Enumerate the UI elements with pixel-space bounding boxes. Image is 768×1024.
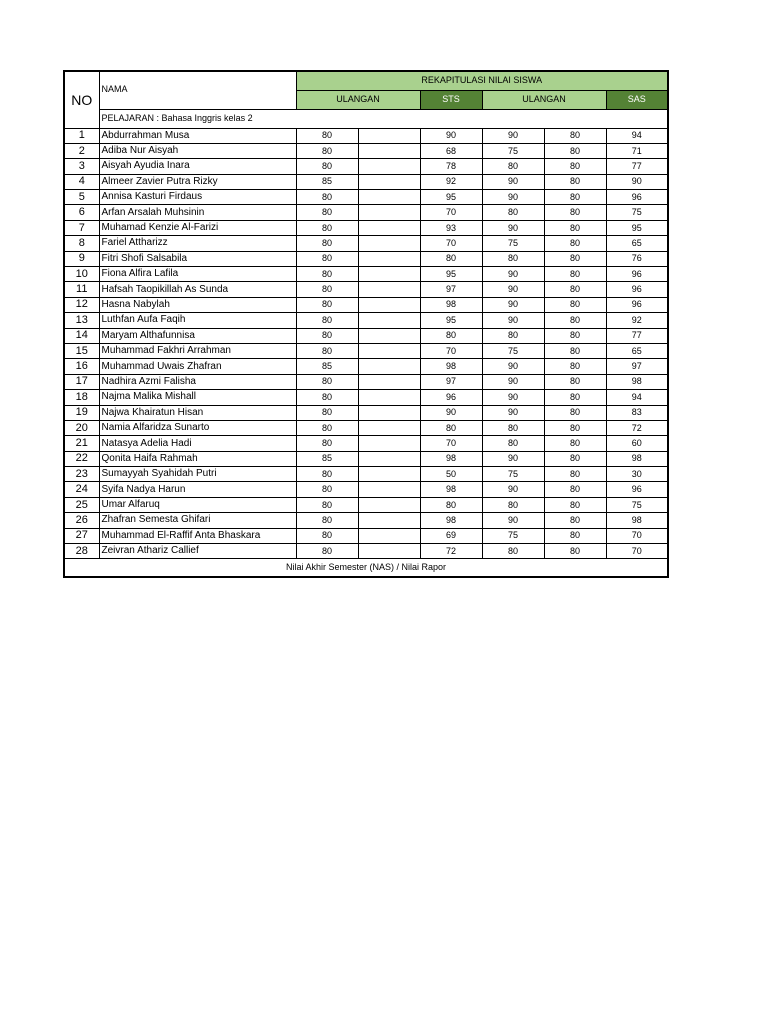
- ulangan-score-4: 80: [544, 267, 606, 282]
- student-name: Namia Alfaridza Sunarto: [99, 420, 296, 435]
- student-name: Fiona Alfira Lafila: [99, 267, 296, 282]
- ulangan-score-2: [358, 420, 420, 435]
- ulangan-score-1: 80: [296, 251, 358, 266]
- ulangan-score-1: 80: [296, 143, 358, 158]
- ulangan-score-4: 80: [544, 143, 606, 158]
- student-name: Arfan Arsalah Muhsinin: [99, 205, 296, 220]
- ulangan-score-4: 80: [544, 297, 606, 312]
- student-name: Hasna Nabylah: [99, 297, 296, 312]
- ulangan-score-3: 90: [482, 390, 544, 405]
- ulangan-score-2: [358, 174, 420, 189]
- ulangan-score-1: 80: [296, 128, 358, 143]
- student-name: Maryam Althafunnisa: [99, 328, 296, 343]
- sts-score: 98: [420, 451, 482, 466]
- ulangan-score-3: 90: [482, 174, 544, 189]
- sts-score: 92: [420, 174, 482, 189]
- table-row: [64, 267, 668, 282]
- sas-score: 96: [606, 282, 668, 297]
- ulangan-score-4: 80: [544, 174, 606, 189]
- ulangan-score-1: 80: [296, 190, 358, 205]
- table-row: [64, 544, 668, 559]
- ulangan-score-1: 80: [296, 544, 358, 559]
- ulangan-header-2: ULANGAN: [482, 90, 606, 109]
- sts-score: 80: [420, 328, 482, 343]
- table-row: [64, 128, 668, 143]
- table-row: [64, 143, 668, 158]
- table-row: [64, 220, 668, 235]
- row-number: 8: [64, 236, 99, 251]
- ulangan-header-1: ULANGAN: [296, 90, 420, 109]
- ulangan-score-1: 80: [296, 205, 358, 220]
- sas-score: 98: [606, 513, 668, 528]
- ulangan-score-3: 80: [482, 205, 544, 220]
- sas-score: 77: [606, 328, 668, 343]
- ulangan-score-3: 75: [482, 143, 544, 158]
- ulangan-score-1: 80: [296, 220, 358, 235]
- student-name: Muhammad Fakhri Arrahman: [99, 343, 296, 358]
- student-name: Fariel Attharizz: [99, 236, 296, 251]
- sts-score: 95: [420, 190, 482, 205]
- sas-score: 70: [606, 528, 668, 543]
- ulangan-score-2: [358, 359, 420, 374]
- table-row: [64, 482, 668, 497]
- ulangan-score-1: 80: [296, 236, 358, 251]
- ulangan-score-4: 80: [544, 482, 606, 497]
- sas-score: 92: [606, 313, 668, 328]
- ulangan-score-1: 85: [296, 174, 358, 189]
- ulangan-score-3: 90: [482, 297, 544, 312]
- nama-column-header: NAMA: [99, 71, 296, 109]
- table-row: [64, 205, 668, 220]
- sas-score: 60: [606, 436, 668, 451]
- student-name: Sumayyah Syahidah Putri: [99, 467, 296, 482]
- ulangan-score-1: 80: [296, 313, 358, 328]
- ulangan-score-3: 75: [482, 236, 544, 251]
- table-row: [64, 451, 668, 466]
- ulangan-score-4: 80: [544, 282, 606, 297]
- row-number: 9: [64, 251, 99, 266]
- ulangan-score-4: 80: [544, 467, 606, 482]
- ulangan-score-4: 80: [544, 513, 606, 528]
- table-row: [64, 313, 668, 328]
- ulangan-score-2: [358, 236, 420, 251]
- sts-score: 50: [420, 467, 482, 482]
- row-number: 1: [64, 128, 99, 143]
- ulangan-score-4: 80: [544, 220, 606, 235]
- ulangan-score-4: 80: [544, 451, 606, 466]
- sts-score: 80: [420, 251, 482, 266]
- table-row: [64, 282, 668, 297]
- sas-score: 30: [606, 467, 668, 482]
- ulangan-score-4: 80: [544, 159, 606, 174]
- row-number: 5: [64, 190, 99, 205]
- ulangan-score-2: [358, 328, 420, 343]
- ulangan-score-3: 75: [482, 528, 544, 543]
- sts-score: 96: [420, 390, 482, 405]
- ulangan-score-1: 80: [296, 497, 358, 512]
- ulangan-score-1: 80: [296, 297, 358, 312]
- student-name: Hafsah Taopikillah As Sunda: [99, 282, 296, 297]
- ulangan-score-3: 80: [482, 497, 544, 512]
- ulangan-score-2: [358, 251, 420, 266]
- ulangan-score-3: 80: [482, 251, 544, 266]
- student-name: Zhafran Semesta Ghifari: [99, 513, 296, 528]
- footer-note: Nilai Akhir Semester (NAS) / Nilai Rapor: [64, 559, 668, 577]
- ulangan-score-3: 90: [482, 128, 544, 143]
- table-row: [64, 190, 668, 205]
- sts-score: 95: [420, 313, 482, 328]
- ulangan-score-2: [358, 451, 420, 466]
- sas-score: 71: [606, 143, 668, 158]
- table-row: [64, 467, 668, 482]
- ulangan-score-2: [358, 159, 420, 174]
- ulangan-score-1: 80: [296, 528, 358, 543]
- recap-title-header: REKAPITULASI NILAI SISWA: [296, 71, 668, 90]
- ulangan-score-3: 75: [482, 467, 544, 482]
- ulangan-score-2: [358, 220, 420, 235]
- student-name: Muhammad El-Raffif Anta Bhaskara: [99, 528, 296, 543]
- table-row: [64, 297, 668, 312]
- student-name: Najma Malika Mishall: [99, 390, 296, 405]
- row-number: 4: [64, 174, 99, 189]
- sas-score: 90: [606, 174, 668, 189]
- table-row: [64, 251, 668, 266]
- row-number: 10: [64, 267, 99, 282]
- student-name: Aisyah Ayudia Inara: [99, 159, 296, 174]
- table-row: [64, 420, 668, 435]
- sts-score: 95: [420, 267, 482, 282]
- sas-score: 96: [606, 482, 668, 497]
- sts-score: 90: [420, 128, 482, 143]
- ulangan-score-2: [358, 282, 420, 297]
- sts-score: 97: [420, 282, 482, 297]
- ulangan-score-4: 80: [544, 359, 606, 374]
- student-name: Muhammad Uwais Zhafran: [99, 359, 296, 374]
- ulangan-score-3: 90: [482, 482, 544, 497]
- ulangan-score-3: 90: [482, 190, 544, 205]
- ulangan-score-3: 80: [482, 544, 544, 559]
- student-name: Zeivran Athariz Callief: [99, 544, 296, 559]
- row-number: 23: [64, 467, 99, 482]
- row-number: 18: [64, 390, 99, 405]
- table-row: [64, 159, 668, 174]
- sts-score: 69: [420, 528, 482, 543]
- student-name: Umar Alfaruq: [99, 497, 296, 512]
- student-name: Muhamad Kenzie Al-Farizi: [99, 220, 296, 235]
- ulangan-score-2: [358, 267, 420, 282]
- ulangan-score-3: 90: [482, 513, 544, 528]
- student-name: Almeer Zavier Putra Rizky: [99, 174, 296, 189]
- table-row: [64, 497, 668, 512]
- student-name: Syifa Nadya Harun: [99, 482, 296, 497]
- ulangan-score-3: 80: [482, 436, 544, 451]
- sts-score: 98: [420, 513, 482, 528]
- sas-score: 95: [606, 220, 668, 235]
- sts-score: 70: [420, 343, 482, 358]
- ulangan-score-1: 80: [296, 282, 358, 297]
- ulangan-score-3: 80: [482, 159, 544, 174]
- sts-score: 98: [420, 359, 482, 374]
- ulangan-score-4: 80: [544, 328, 606, 343]
- ulangan-score-2: [358, 544, 420, 559]
- row-number: 7: [64, 220, 99, 235]
- ulangan-score-2: [358, 513, 420, 528]
- row-number: 26: [64, 513, 99, 528]
- ulangan-score-1: 80: [296, 374, 358, 389]
- ulangan-score-4: 80: [544, 374, 606, 389]
- ulangan-score-3: 90: [482, 282, 544, 297]
- ulangan-score-2: [358, 143, 420, 158]
- student-name: Luthfan Aufa Faqih: [99, 313, 296, 328]
- grade-recap-table: [63, 70, 669, 578]
- student-name: Najwa Khairatun Hisan: [99, 405, 296, 420]
- ulangan-score-2: [358, 467, 420, 482]
- ulangan-score-3: 90: [482, 359, 544, 374]
- sas-score: 98: [606, 374, 668, 389]
- sas-score: 72: [606, 420, 668, 435]
- table-row: [64, 405, 668, 420]
- ulangan-score-3: 80: [482, 420, 544, 435]
- row-number: 6: [64, 205, 99, 220]
- row-number: 3: [64, 159, 99, 174]
- row-number: 28: [64, 544, 99, 559]
- ulangan-score-1: 80: [296, 467, 358, 482]
- sts-score: 80: [420, 497, 482, 512]
- table-row: [64, 528, 668, 543]
- sas-score: 94: [606, 128, 668, 143]
- ulangan-score-2: [358, 497, 420, 512]
- ulangan-score-2: [358, 190, 420, 205]
- sas-score: 97: [606, 359, 668, 374]
- sas-header: SAS: [606, 90, 668, 109]
- row-number: 21: [64, 436, 99, 451]
- ulangan-score-4: 80: [544, 128, 606, 143]
- sas-score: 98: [606, 451, 668, 466]
- no-column-header: NO: [64, 71, 99, 128]
- table-row: [64, 513, 668, 528]
- sts-score: 70: [420, 205, 482, 220]
- sts-score: 78: [420, 159, 482, 174]
- ulangan-score-2: [358, 436, 420, 451]
- student-name: Fitri Shofi Salsabila: [99, 251, 296, 266]
- row-number: 17: [64, 374, 99, 389]
- row-number: 13: [64, 313, 99, 328]
- sas-score: 75: [606, 205, 668, 220]
- row-number: 25: [64, 497, 99, 512]
- ulangan-score-3: 75: [482, 343, 544, 358]
- ulangan-score-1: 80: [296, 513, 358, 528]
- row-number: 16: [64, 359, 99, 374]
- ulangan-score-1: 80: [296, 482, 358, 497]
- ulangan-score-4: 80: [544, 313, 606, 328]
- sts-score: 90: [420, 405, 482, 420]
- table-row: [64, 390, 668, 405]
- student-name: Nadhira Azmi Falisha: [99, 374, 296, 389]
- ulangan-score-4: 80: [544, 190, 606, 205]
- table-row: [64, 359, 668, 374]
- sas-score: 94: [606, 390, 668, 405]
- sas-score: 65: [606, 236, 668, 251]
- table-row: [64, 236, 668, 251]
- student-name: Natasya Adelia Hadi: [99, 436, 296, 451]
- row-number: 27: [64, 528, 99, 543]
- sas-score: 75: [606, 497, 668, 512]
- ulangan-score-2: [358, 343, 420, 358]
- subject-label: PELAJARAN : Bahasa Inggris kelas 2: [99, 109, 668, 128]
- ulangan-score-1: 80: [296, 405, 358, 420]
- sas-score: 76: [606, 251, 668, 266]
- sts-score: 68: [420, 143, 482, 158]
- ulangan-score-4: 80: [544, 390, 606, 405]
- row-number: 24: [64, 482, 99, 497]
- ulangan-score-4: 80: [544, 544, 606, 559]
- sas-score: 96: [606, 297, 668, 312]
- ulangan-score-1: 80: [296, 420, 358, 435]
- student-name: Adiba Nur Aisyah: [99, 143, 296, 158]
- ulangan-score-1: 80: [296, 328, 358, 343]
- ulangan-score-3: 90: [482, 220, 544, 235]
- row-number: 2: [64, 143, 99, 158]
- ulangan-score-3: 90: [482, 451, 544, 466]
- row-number: 15: [64, 343, 99, 358]
- ulangan-score-2: [358, 528, 420, 543]
- sts-score: 98: [420, 297, 482, 312]
- table-row: [64, 374, 668, 389]
- ulangan-score-2: [358, 405, 420, 420]
- ulangan-score-1: 80: [296, 159, 358, 174]
- ulangan-score-4: 80: [544, 436, 606, 451]
- row-number: 12: [64, 297, 99, 312]
- ulangan-score-4: 80: [544, 343, 606, 358]
- ulangan-score-2: [358, 374, 420, 389]
- ulangan-score-4: 80: [544, 405, 606, 420]
- student-name: Qonita Haifa Rahmah: [99, 451, 296, 466]
- sts-score: 72: [420, 544, 482, 559]
- ulangan-score-1: 85: [296, 359, 358, 374]
- ulangan-score-1: 80: [296, 390, 358, 405]
- sts-score: 70: [420, 436, 482, 451]
- ulangan-score-4: 80: [544, 205, 606, 220]
- table-row: [64, 343, 668, 358]
- ulangan-score-3: 90: [482, 405, 544, 420]
- ulangan-score-3: 90: [482, 267, 544, 282]
- ulangan-score-3: 90: [482, 374, 544, 389]
- sts-score: 93: [420, 220, 482, 235]
- ulangan-score-1: 80: [296, 436, 358, 451]
- ulangan-score-3: 80: [482, 328, 544, 343]
- ulangan-score-2: [358, 128, 420, 143]
- student-name: Annisa Kasturi Firdaus: [99, 190, 296, 205]
- row-number: 19: [64, 405, 99, 420]
- sts-score: 98: [420, 482, 482, 497]
- ulangan-score-1: 85: [296, 451, 358, 466]
- table-row: [64, 436, 668, 451]
- ulangan-score-2: [358, 390, 420, 405]
- ulangan-score-2: [358, 205, 420, 220]
- sts-score: 97: [420, 374, 482, 389]
- row-number: 14: [64, 328, 99, 343]
- sas-score: 96: [606, 267, 668, 282]
- ulangan-score-4: 80: [544, 420, 606, 435]
- sts-score: 70: [420, 236, 482, 251]
- ulangan-score-3: 90: [482, 313, 544, 328]
- ulangan-score-2: [358, 297, 420, 312]
- ulangan-score-4: 80: [544, 497, 606, 512]
- row-number: 20: [64, 420, 99, 435]
- row-number: 22: [64, 451, 99, 466]
- sts-score: 80: [420, 420, 482, 435]
- sts-header: STS: [420, 90, 482, 109]
- ulangan-score-2: [358, 313, 420, 328]
- table-row: [64, 174, 668, 189]
- sas-score: 77: [606, 159, 668, 174]
- ulangan-score-1: 80: [296, 267, 358, 282]
- sas-score: 96: [606, 190, 668, 205]
- sas-score: 65: [606, 343, 668, 358]
- student-name: Abdurrahman Musa: [99, 128, 296, 143]
- ulangan-score-4: 80: [544, 528, 606, 543]
- ulangan-score-4: 80: [544, 251, 606, 266]
- row-number: 11: [64, 282, 99, 297]
- sas-score: 70: [606, 544, 668, 559]
- ulangan-score-2: [358, 482, 420, 497]
- sas-score: 83: [606, 405, 668, 420]
- ulangan-score-4: 80: [544, 236, 606, 251]
- table-row: [64, 328, 668, 343]
- ulangan-score-1: 80: [296, 343, 358, 358]
